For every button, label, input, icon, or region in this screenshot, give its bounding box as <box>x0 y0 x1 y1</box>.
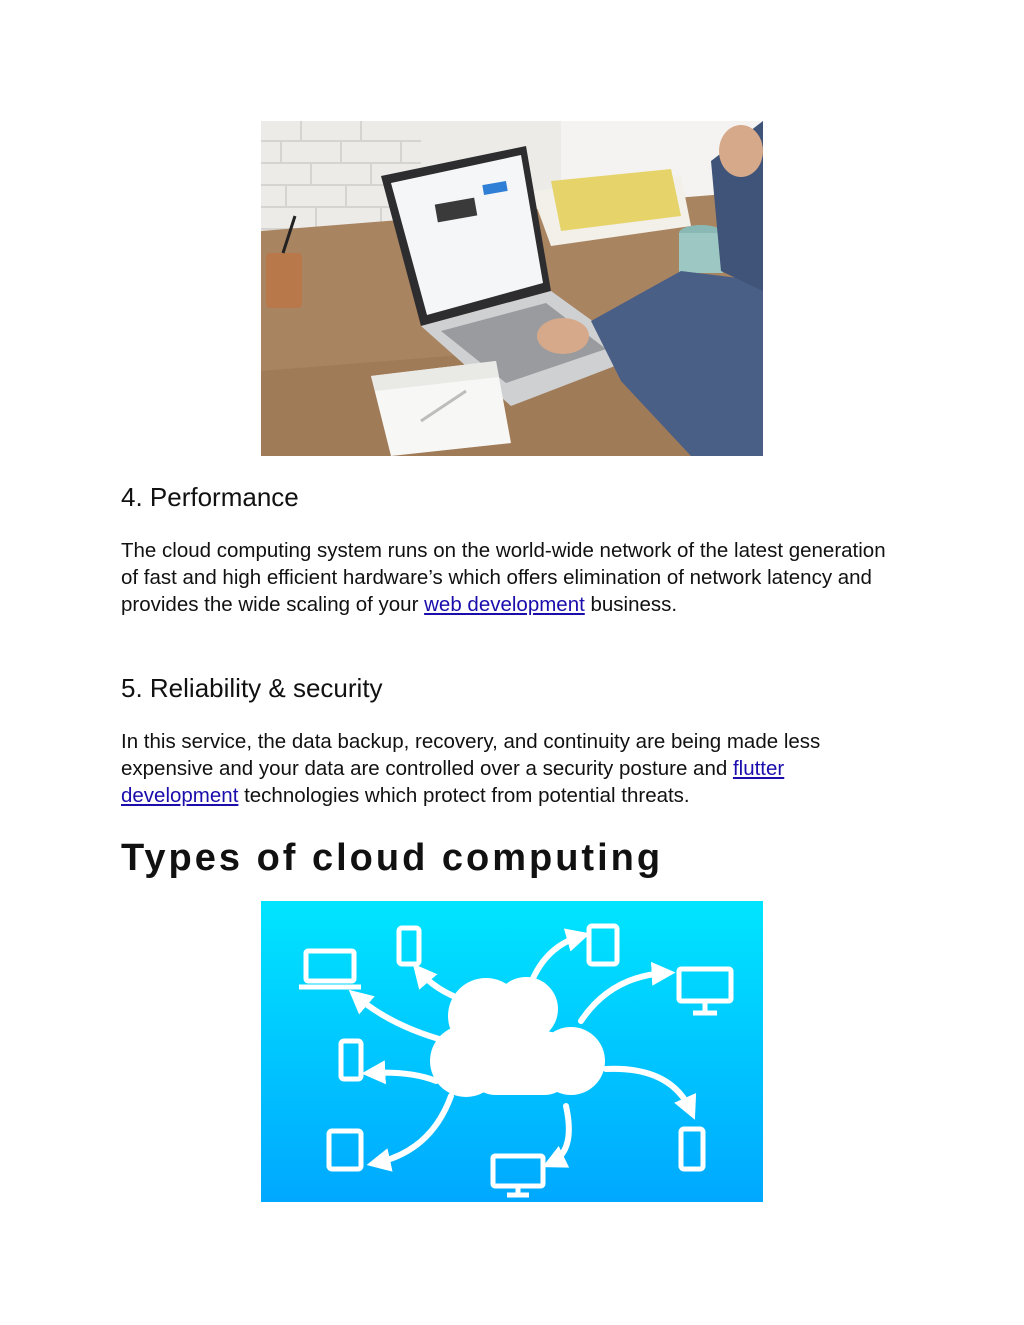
laptop-desk-photo <box>261 121 763 456</box>
web-development-link[interactable]: web development <box>424 593 585 616</box>
reliability-heading: 5. Reliability & security <box>121 673 383 703</box>
reliability-paragraph: In this service, the data backup, recovery, and continuity are being made less expensive and your data are controlled over a security posture and flutter development technologies which protect from potential threats. <box>121 730 821 807</box>
flutter-development-link[interactable]: flutter development <box>121 757 785 807</box>
performance-heading: 4. Performance <box>121 482 299 512</box>
cloud-devices-illustration <box>261 901 763 1202</box>
performance-paragraph: The cloud computing system runs on the world-wide network of the latest generation of fast and high efficient hardware’s which offers elimination of network latency and provides the wide scaling of your web development business. <box>121 539 886 616</box>
types-heading: Types of cloud computing <box>121 837 664 879</box>
